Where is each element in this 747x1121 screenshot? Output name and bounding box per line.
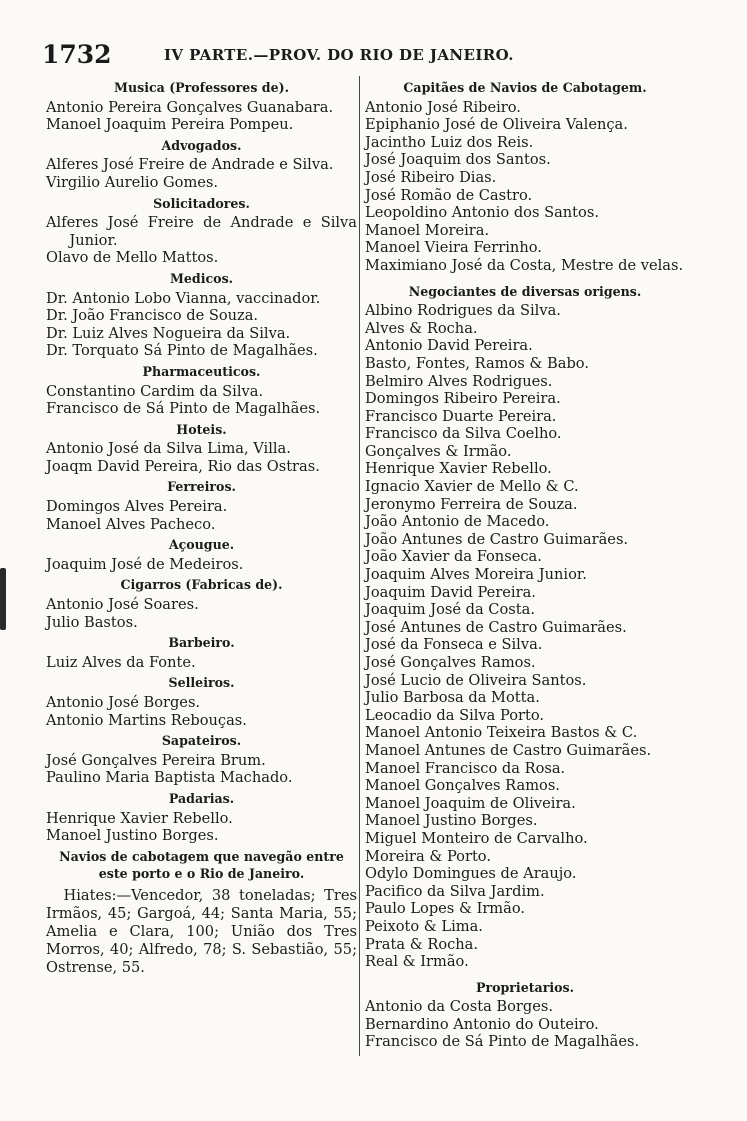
section-pharmaceuticos	[46, 363, 357, 418]
running-title: IV PARTE.—PROV. DO RIO DE JANEIRO.	[164, 46, 514, 64]
directory-entry: Francisco de Sá Pinto de Magalhães.	[46, 400, 321, 418]
section-heading: Selleiros.	[168, 675, 235, 691]
section-medicos	[46, 270, 357, 360]
section-negociantes	[365, 283, 685, 971]
section-barbeiro	[46, 634, 357, 671]
section-heading: Solicitadores.	[153, 195, 250, 211]
navios-paragraph: Hiates:—Vencedor, 38 toneladas; Tres Irmãos, 45; Gargoá, 44; Santa Maria, 55; Amelia e Clara, 100; União dos Tres Morros, 40; Alfredo, 78; S. Sebastião, 55; Ostrense, 55.	[46, 886, 357, 976]
directory-entry: José da Fonseca e Silva.	[365, 636, 543, 654]
directory-entry: Manoel Justino Borges.	[46, 827, 219, 845]
directory-entry: Alferes José Freire de Andrade e Silva Junior.	[46, 214, 357, 249]
directory-entry: Manoel Francisco da Rosa.	[365, 759, 566, 777]
section-heading: Padarias.	[168, 790, 235, 806]
directory-entry: Antonio José Soares.	[46, 596, 199, 614]
directory-entry: Epiphanio José de Oliveira Valença.	[365, 116, 628, 134]
directory-entry: Antonio Martins Rebouças.	[46, 711, 247, 729]
section-capitaes	[365, 79, 685, 275]
directory-entry: Real & Irmão.	[365, 953, 469, 971]
directory-entry: Jeronymo Ferreira de Souza.	[365, 495, 578, 513]
directory-entry: Joaquim José de Medeiros.	[46, 555, 244, 573]
directory-entry: Manoel Justino Borges.	[365, 812, 538, 830]
directory-entry: Pacifico da Silva Jardim.	[365, 882, 545, 900]
section-heading: Hoteis.	[176, 421, 227, 437]
directory-entry: Francisco de Sá Pinto de Magalhães.	[365, 1033, 640, 1051]
directory-entry: Gonçalves & Irmão.	[365, 442, 512, 460]
section-proprietarios	[365, 979, 685, 1051]
directory-entry: Alferes José Freire de Andrade e Silva.	[46, 156, 334, 174]
directory-entry: Jacintho Luiz dos Reis.	[365, 133, 534, 151]
section-heading: Açougue.	[168, 537, 235, 553]
directory-entry: Bernardino Antonio do Outeiro.	[365, 1015, 599, 1033]
section-heading: Cigarros (Fabricas de).	[120, 577, 283, 593]
left-column	[46, 76, 357, 977]
directory-entry: Manoel Antunes de Castro Guimarães.	[365, 741, 652, 759]
directory-entry: Joaquim José da Costa.	[365, 601, 535, 619]
directory-entry: José Gonçalves Ramos.	[365, 654, 536, 671]
directory-entry: José Antunes de Castro Guimarães.	[365, 618, 627, 636]
directory-entry: Paulo Lopes & Irmão.	[365, 900, 526, 918]
directory-entry: Peixoto & Lima.	[365, 917, 483, 935]
section-acougue	[46, 536, 357, 573]
section-selleiros	[46, 674, 357, 729]
directory-entry: José Gonçalves Pereira Brum.	[46, 751, 266, 769]
directory-entry: Paulino Maria Baptista Machado.	[46, 769, 293, 787]
section-advogados	[46, 137, 357, 192]
directory-entry: Maximiano José da Costa, Mestre de velas.	[365, 256, 684, 274]
directory-entry: Julio Bastos.	[46, 613, 138, 631]
directory-entry: Antonio David Pereira.	[365, 337, 533, 355]
directory-entry: Albino Rodrigues da Silva.	[365, 302, 561, 320]
directory-entry: Alves & Rocha.	[365, 319, 478, 337]
directory-entry: Basto, Fontes, Ramos & Babo.	[365, 354, 589, 372]
directory-entry: Domingos Alves Pereira.	[46, 498, 228, 516]
directory-entry: Manoel Antonio Teixeira Bastos & C.	[365, 724, 638, 742]
directory-entry: Dr. João Francisco de Souza.	[46, 307, 259, 325]
page-number: 1732	[42, 40, 112, 69]
directory-entry: Francisco da Silva Coelho.	[365, 425, 562, 443]
directory-entry: Antonio Pereira Gonçalves Guanabara.	[46, 98, 334, 116]
directory-entry: João Xavier da Fonseca.	[365, 548, 542, 566]
section-padarias	[46, 790, 357, 845]
directory-entry: Henrique Xavier Rebello.	[46, 809, 233, 827]
directory-entry: José Joaquim dos Santos.	[365, 151, 551, 169]
section-heading: Sapateiros.	[161, 733, 242, 749]
directory-entry: Ignacio Xavier de Mello & C.	[365, 478, 579, 496]
directory-entry: Manoel Alves Pacheco.	[46, 515, 216, 533]
directory-entry: Luiz Alves da Fonte.	[46, 653, 196, 671]
directory-entry: José Lucio de Oliveira Santos.	[365, 671, 587, 689]
section-heading: Capitães de Navios de Cabotagem.	[403, 80, 647, 95]
directory-entry: Dr. Torquato Sá Pinto de Magalhães.	[46, 342, 318, 360]
directory-entry: Olavo de Mello Mattos.	[46, 249, 219, 267]
section-hoteis	[46, 421, 357, 476]
section-heading: Medicos.	[169, 270, 234, 286]
margin-ink-mark	[0, 568, 6, 630]
right-column	[365, 76, 685, 1051]
directory-entry: Prata & Rocha.	[365, 935, 479, 953]
section-sapateiros	[46, 732, 357, 787]
directory-entry: Virgilio Aurelio Gomes.	[46, 173, 219, 191]
section-musica	[46, 79, 357, 134]
directory-entry: João Antunes de Castro Guimarães.	[365, 530, 629, 548]
directory-entry: Joaquim David Pereira.	[365, 583, 536, 601]
directory-entry: João Antonio de Macedo.	[365, 513, 550, 531]
section-cigarros	[46, 576, 357, 631]
section-heading: Advogados.	[161, 137, 242, 153]
section-heading: Ferreiros.	[167, 479, 236, 495]
directory-entry: Moreira & Porto.	[365, 847, 491, 865]
directory-entry: Manoel Moreira.	[365, 221, 490, 239]
directory-entry: Francisco Duarte Pereira.	[365, 407, 557, 425]
directory-entry: Joaqm David Pereira, Rio das Ostras.	[46, 457, 320, 475]
section-heading: Proprietarios.	[475, 979, 574, 995]
directory-entry: Domingos Ribeiro Pereira.	[365, 390, 561, 408]
directory-entry: Manoel Joaquim Pereira Pompeu.	[46, 116, 294, 134]
directory-entry: Dr. Luiz Alves Nogueira da Silva.	[46, 324, 291, 342]
directory-entry: Henrique Xavier Rebello.	[365, 460, 552, 478]
directory-entry: Antonio José Ribeiro.	[365, 98, 521, 116]
directory-entry: Antonio José da Silva Lima, Villa.	[46, 440, 291, 458]
section-heading: Musica (Professores de).	[114, 80, 289, 95]
directory-entry: Odylo Domingues de Araujo.	[365, 865, 577, 883]
page-header	[42, 40, 704, 70]
directory-entry: Constantino Cardim da Silva.	[46, 382, 264, 400]
directory-entry: Manoel Vieira Ferrinho.	[365, 239, 542, 257]
directory-entry: Miguel Monteiro de Carvalho.	[365, 829, 588, 847]
directory-entry: Leocadio da Silva Porto.	[365, 706, 545, 724]
section-solicitadores	[46, 195, 357, 267]
section-heading: Pharmaceuticos.	[142, 363, 261, 379]
section-ferreiros	[46, 478, 357, 533]
directory-entry: Julio Barbosa da Motta.	[365, 689, 540, 707]
directory-entry: José Romão de Castro.	[365, 186, 533, 204]
directory-entry: José Ribeiro Dias.	[365, 168, 497, 186]
section-heading-navios: Navios de cabotagem que navegão entre este porto e o Rio de Janeiro.	[59, 848, 344, 882]
directory-entry: Manoel Gonçalves Ramos.	[365, 777, 560, 795]
directory-entry: Dr. Antonio Lobo Vianna, vaccinador.	[46, 289, 321, 307]
directory-entry: Antonio da Costa Borges.	[365, 998, 554, 1016]
column-divider	[359, 76, 360, 1056]
section-heading: Barbeiro.	[168, 635, 235, 651]
directory-entry: Joaquim Alves Moreira Junior.	[365, 566, 587, 584]
directory-entry: Leopoldino Antonio dos Santos.	[365, 204, 599, 222]
directory-entry: Manoel Joaquim de Oliveira.	[365, 794, 576, 812]
directory-entry: Antonio José Borges.	[46, 694, 201, 711]
section-heading: Negociantes de diversas origens.	[408, 283, 642, 299]
directory-entry: Belmiro Alves Rodrigues.	[365, 372, 553, 390]
